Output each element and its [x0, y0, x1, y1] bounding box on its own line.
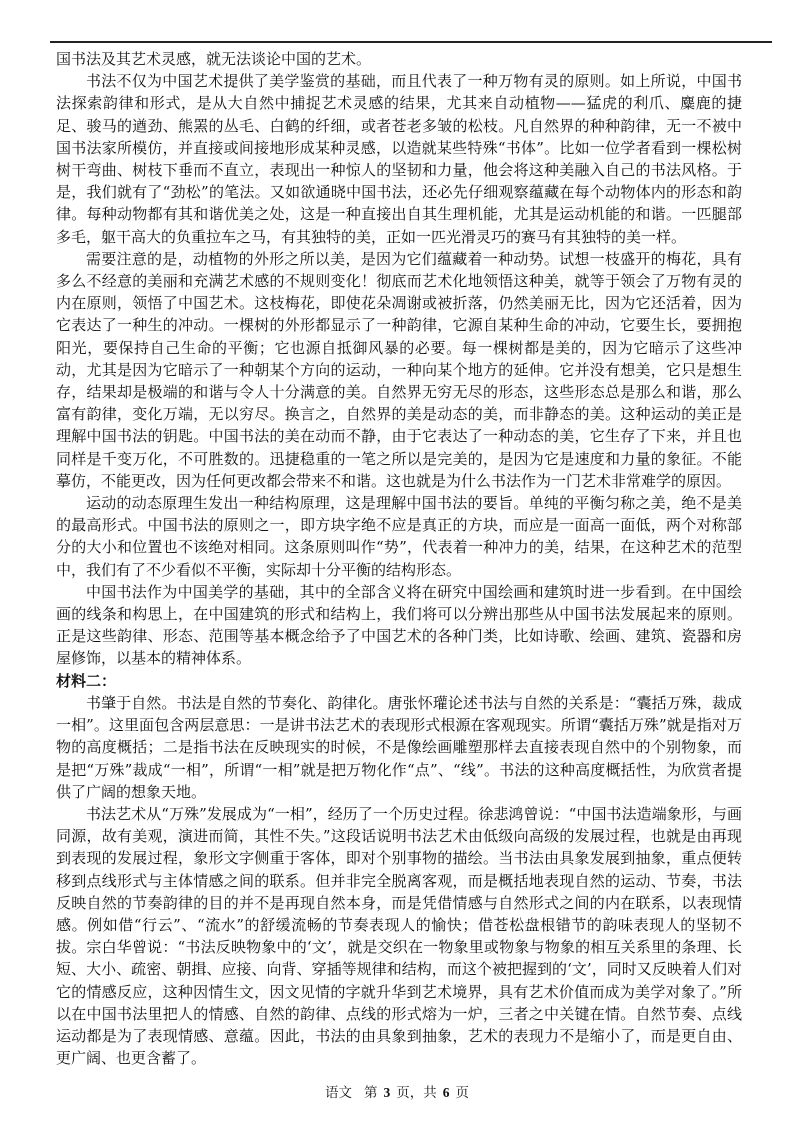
paragraph: 运动的动态原理生发出一种结构原理，这是理解中国书法的要旨。单纯的平衡匀称之美，绝不是美的最高形式。中国书法的原则之一，即方块字绝不应是真正的方块，而应是一面高一面低，两个对称部分的大小和位置也不该绝对相同。这条原则叫作“势”，代表着一种冲力的美，结果，在这种艺术的范型中，我们有了不少看似不平衡，实际却十分平衡的结构形态。 [56, 494, 742, 579]
paragraph: 书肇于自然。书法是自然的节奏化、韵律化。唐张怀瓘论述书法与自然的关系是：“囊括万殊，裁成一相”。这里面包含两层意思：一是讲书法艺术的表现形式根源在客观现实。所谓“囊括万殊”就是指对万物的高度概括；二是指书法在反映现实的时候，不是像绘画雕塑那样去直接表现自然中的个别物象，而是把“万殊”裁成“一相”，所谓“一相”就是把万物化作“点”、“线”。书法的这种高度概括性，为欣赏者提供了广阔的想象天地。 [56, 693, 742, 801]
paragraph-continued: 国书法及其艺术灵感，就无法谈论中国的艺术。 [56, 50, 372, 68]
article-body [56, 48, 742, 1069]
footer-total-pages: 6 [442, 1085, 450, 1100]
footer-page-number: 3 [383, 1085, 391, 1100]
paragraph: 书法不仅为中国艺术提供了美学鉴赏的基础，而且代表了一种万物有灵的原则。如上所说，中国书法探索韵律和形式，是从大自然中捕捉艺术灵感的结果，尤其来自动植物——猛虎的利爪、麋鹿的捷足、骏马的遒劲、熊罴的丛毛、白鹤的纤细，或者苍老多皱的松枝。凡自然界的种种韵律，无一不被中国书法家所模仿，并直接或间接地形成某种灵感，以造就某些特殊“书体”。比如一位学者看到一棵松树树干弯曲、树枝下垂而不直立，表现出一种惊人的坚韧和力量，他会将这种美融入自己的书法风格。于是，我们就有了“劲松”的笔法。又如欲通晓中国书法，还必先仔细观察蕴藏在每个动物体内的形态和韵律。每种动物都有其和谐优美之处，这是一种直接出自其生理机能，尤其是运动机能的和谐。一匹腿部多毛，躯干高大的负重拉车之马，有其独特的美，正如一匹光滑灵巧的赛马有其独特的美一样。 [56, 72, 742, 246]
paragraph: 书法艺术从“万殊”发展成为“一相”，经历了一个历史过程。徐悲鸿曾说：“中国书法造端象形，与画同源，故有美观，演进而简，其性不失。”这段话说明书法艺术由低级向高级的发展过程，也就是由再现到表现的发展过程，象形文字侧重于客体，即对个别事物的描绘。当书法由具象发展到抽象，重点便转移到点线形式与主体情感之间的联系。但并非完全脱离客观，而是概括地表现自然的运动、节奏，书法反映自然的节奏韵律的目的并不是再现自然本身，而是凭借情感与自然形式之间的内在联系，以表现情感。例如借“行云”、“流水”的舒缓流畅的节奏表现人的愉快；借苍松盘根错节的韵味表现人的坚韧不拔。宗白华曾说：“书法反映物象中的‘文’，就是交织在一物象里或物象与物象的相互关系里的条理、长短、大小、疏密、朝揖、应接、向背、穿插等规律和结构，而这个被把握到的‘文’，同时又反映着人们对它的情感反应，这种因情生文，因文见情的字就升华到艺术境界，具有艺术价值而成为美学对象了。”所以在中国书法里把人的情感、自然的韵律、点线的形式熔为一炉，三者之中关键在情。自然节奏、点线运动都是为了表现情感、意蕴。因此，书法的由具象到抽象，艺术的表现力不是缩小了，而是更自由、更广阔、也更含蓄了。 [56, 804, 742, 1068]
footer-page-mid: 页，共 [396, 1085, 437, 1101]
paragraph: 中国书法作为中国美学的基础，其中的全部含义将在研究中国绘画和建筑时进一步看到。在中国绘画的线条和构思上，在中国建筑的形式和结构上，我们将可以分辨出那些从中国书法发展起来的原则。正是这些韵律、形态、范围等基本概念给予了中国艺术的各种门类，比如诗歌、绘画、建筑、瓷器和房屋修饰，以基本的精神体系。 [56, 582, 742, 668]
page-footer [0, 1081, 794, 1101]
footer-subject: 语文 [325, 1085, 352, 1101]
section-heading: 材料二： [56, 671, 117, 690]
paragraph: 需要注意的是，动植物的外形之所以美，是因为它们蕴藏着一种动势。试想一枝盛开的梅花，具有多么不经意的美丽和充满艺术感的不规则变化！彻底而艺术化地领悟这种美，就等于领会了万物有灵的内在原则，领悟了中国艺术。这枝梅花，即使花朵凋谢或被折落，仍然美丽无比，因为它还活着，因为它表达了一种生的冲动。一棵树的外形都显示了一种韵律，它源自某种生命的冲动，它要生长，要拥抱阳光，要保持自己生命的平衡；它也源自抵御风暴的必要。每一棵树都是美的，因为它暗示了这些冲动，尤其是因为它暗示了一种朝某个方向的运动，一种向某个地方的延伸。它并没有想美，它只是想生存，结果却是极端的和谐与令人十分满意的美。自然界无穷无尽的形态，这些形态总是那么和谐，那么富有韵律，变化万端，无以穷尽。换言之，自然界的美是动态的美，而非静态的美。这种运动的美正是理解中国书法的钥匙。中国书法的美在动而不静，由于它表达了一种动态的美，它生存了下来，并且也同样是千变万化，不可胜数的。迅捷稳重的一笔之所以是完美的，是因为它是速度和力量的象征。不能摹仿，不能更改，因为任何更改都会带来不和谐。这也就是为什么书法作为一门艺术非常难学的原因。 [56, 249, 742, 490]
footer-page-prefix: 第 [364, 1085, 378, 1101]
top-rule [50, 41, 772, 43]
footer-page-suffix: 页 [455, 1085, 469, 1101]
